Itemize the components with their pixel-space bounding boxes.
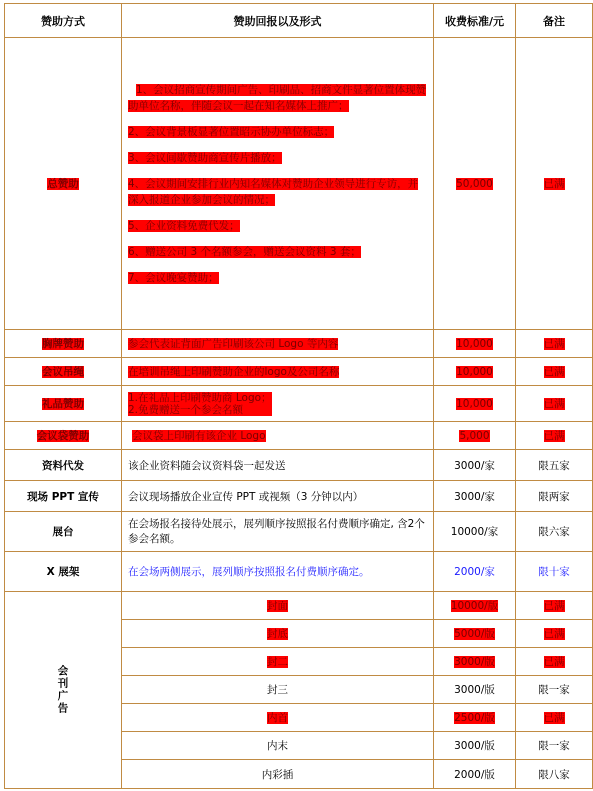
table-row <box>5 512 593 552</box>
status-badge: 已满 <box>543 178 565 190</box>
sponsor-name: 资料代发 <box>5 450 122 481</box>
sponsor-desc: 该企业资料随会议资料袋一起发送 <box>122 450 434 481</box>
ad-position: 内首 <box>267 712 288 724</box>
status-note: 限一家 <box>516 676 593 704</box>
price-value: 3000/版 <box>454 656 495 668</box>
status-note: 限一家 <box>516 732 593 760</box>
table-row-main-sponsor <box>5 38 593 330</box>
price-value: 2000/版 <box>434 760 516 789</box>
ad-position: 封二 <box>267 656 288 668</box>
status-badge: 已满 <box>543 430 565 442</box>
header-price: 收费标准/元 <box>434 4 516 38</box>
price-value: 10000/版 <box>450 600 499 612</box>
sponsor-name: 会议袋赞助 <box>36 430 90 442</box>
ad-position: 封三 <box>122 676 434 704</box>
status-note: 限十家 <box>516 552 593 592</box>
price-value: 10,000 <box>456 365 493 378</box>
benefit-item: 5、企业资料免费代发； <box>128 219 240 232</box>
ad-position: 内彩插 <box>122 760 434 789</box>
benefit-item: 2、会议背景板显著位置昭示协办单位标志； <box>128 125 335 138</box>
sponsor-name: 现场 PPT 宣传 <box>5 481 122 512</box>
price-value: 3000/家 <box>434 481 516 512</box>
sponsorship-table <box>4 3 593 789</box>
price-value: 5000/版 <box>454 628 495 640</box>
status-badge: 已满 <box>543 338 565 350</box>
table-row <box>5 450 593 481</box>
sponsor-name: 礼品赞助 <box>42 398 84 410</box>
benefit-item: 6、赠送公司 3 个名额参会，赠送会议资料 3 套； <box>128 245 361 258</box>
sponsor-desc: 在培训吊绳上印刷赞助企业的logo及公司名称 <box>128 366 340 378</box>
status-note: 限两家 <box>516 481 593 512</box>
benefits-list <box>122 38 434 330</box>
sponsor-desc: 在会场报名接待处展示，展列顺序按照报名付费顺序确定, 含2个参会名额。 <box>122 512 434 552</box>
price-value: 3000/版 <box>434 676 516 704</box>
header-sponsor-type: 赞助方式 <box>5 4 122 38</box>
sponsor-name: 胸牌赞助 <box>42 338 84 350</box>
table-row <box>5 358 593 386</box>
benefit-item: 3、会议间歇赞助商宣传片播放； <box>128 151 282 164</box>
benefit-item: 7、会议晚宴赞助； <box>128 271 219 284</box>
status-badge: 已满 <box>543 712 565 724</box>
status-badge: 已满 <box>543 600 565 612</box>
status-badge: 已满 <box>543 656 565 668</box>
ad-position: 封底 <box>267 628 288 640</box>
price-value: 10,000 <box>456 397 493 410</box>
sponsor-name: 会议吊绳 <box>42 366 84 378</box>
status-note: 限五家 <box>516 450 593 481</box>
table-row <box>5 330 593 358</box>
price-value: 10,000 <box>456 337 493 350</box>
sponsor-name: X 展架 <box>5 552 122 592</box>
sponsor-name: 总赞助 <box>47 178 79 190</box>
table-row <box>5 481 593 512</box>
ad-position: 封面 <box>267 600 288 612</box>
price-value: 3000/家 <box>434 450 516 481</box>
sponsor-desc: 会议袋上印刷有该企业 Logo <box>132 430 266 442</box>
price-value: 2000/家 <box>434 552 516 592</box>
status-badge: 已满 <box>543 628 565 640</box>
status-badge: 已满 <box>543 398 565 410</box>
sponsor-desc: 在会场两侧展示，展列顺序按照报名付费顺序确定。 <box>122 552 434 592</box>
benefit-item: 1、会议招商宣传期间广告、印刷品、招商文件显著位置体现赞助单位名称，伴随会议一起在知名媒体上推广； <box>128 83 427 112</box>
status-badge: 已满 <box>543 366 565 378</box>
ad-position: 内末 <box>122 732 434 760</box>
price-value: 50,000 <box>456 177 493 190</box>
price-value: 2500/版 <box>454 712 495 724</box>
sponsor-desc: 参会代表证背面广告印刷该公司 Logo 等内容 <box>128 338 339 350</box>
price-value: 10000/家 <box>434 512 516 552</box>
sponsor-desc: 会议现场播放企业宣传 PPT 或视频（3 分钟以内） <box>122 481 434 512</box>
sponsor-desc: 1.在礼品上印刷赞助商 Logo； 2.免费赠送一个参会名额 <box>128 391 272 416</box>
benefit-item: 4、会议期间安排行业内知名媒体对赞助企业领导进行专访，并深入报道企业参加会议的情况； <box>128 177 419 206</box>
header-benefits: 赞助回报以及形式 <box>122 4 434 38</box>
sponsor-name: 展台 <box>5 512 122 552</box>
table-row-journal <box>5 592 593 620</box>
journal-label: 会刊广告 <box>56 665 69 715</box>
table-row <box>5 386 593 422</box>
table-header-row <box>5 4 593 38</box>
table-row <box>5 552 593 592</box>
header-note: 备注 <box>516 4 593 38</box>
price-value: 5,000 <box>459 429 490 442</box>
price-value: 3000/版 <box>434 732 516 760</box>
status-note: 限六家 <box>516 512 593 552</box>
status-note: 限八家 <box>516 760 593 789</box>
table-row <box>5 422 593 450</box>
